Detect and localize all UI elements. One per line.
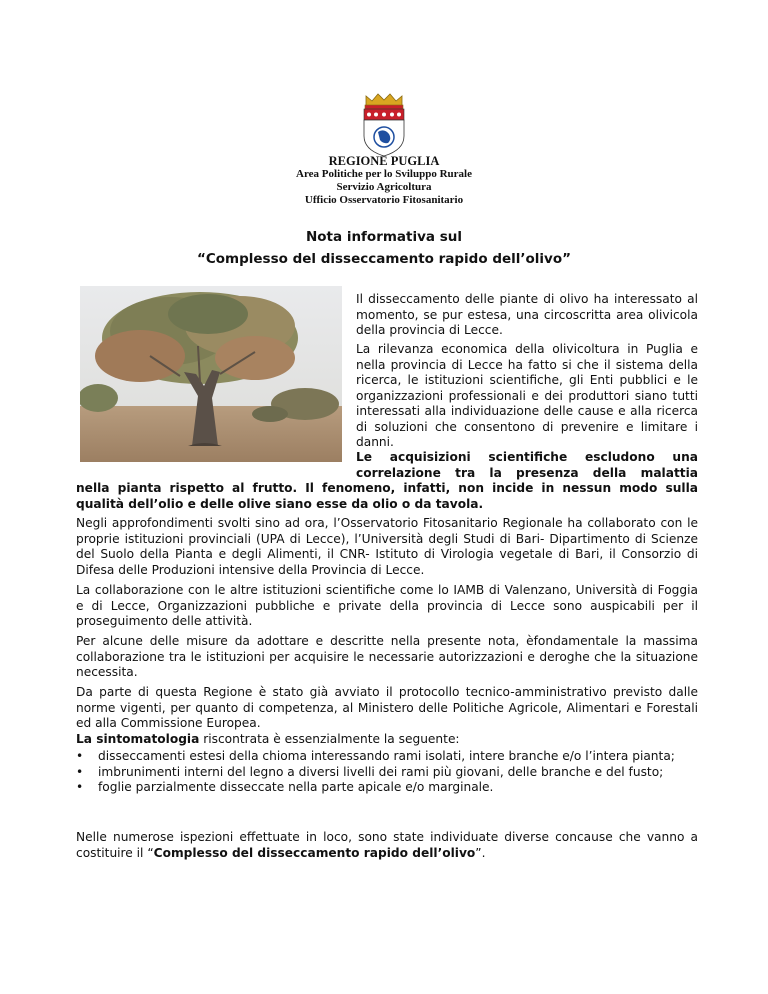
paragraph-collaboration: Negli approfondimenti svolti sino ad ora, l’Osservatorio Fitosanitario Regionale ha collaborato con le proprie istituzioni provinciali (UPA di Lecce), l’Università degli Studi di Bari- Dipartimento di Scienze del Suolo della Pianta e degli Alimenti, il CNR- Istituto di Virologia vegetale di Bari, il Consorzio di Difesa delle Produzioni intensive della Provincia di Lecce.	[76, 516, 698, 577]
paragraph-economic-relevance: La rilevanza economica della olivicoltura in Puglia e nella provincia di Lecce ha fatto si che il sistema della ricerca, le istituzioni scientifiche, gli Enti pubblici e le organizzazioni professionali e dei produttori siano tutti interessati alla individuazione delle cause e alla ricerca di soluzioni che consentono di prevenire e limitare i danni.	[356, 342, 698, 449]
paragraph-scientific-rest: nella pianta rispetto al frutto. Il fenomeno, infatti, non incide in nessun modo sulla qualità dell’olio e delle olive siano esse da olio o da tavola.	[76, 481, 698, 511]
title-line-1: Nota informativa sul	[305, 229, 463, 245]
bullet-icon: •	[76, 780, 84, 794]
list-item: • disseccamenti estesi della chioma interessando rami isolati, intere branche e/o l’intera pianta;	[76, 749, 675, 763]
list-item: • imbrunimenti interni del legno a diversi livelli dei rami più giovani, delle branche e del fusto;	[76, 764, 664, 779]
paragraph-scientific-line-1: Le acquisizioni scientifiche escludono una	[356, 450, 698, 464]
paragraph-scientific-line-2: correlazione tra la presenza della malattia	[356, 465, 698, 480]
paragraph-other-institutions: La collaborazione con le altre istituzioni scientifiche come lo IAMB di Valenzano, Università di Foggia e di Lecce, Organizzazioni pubbliche e private della provincia di Lecce sono auspicabili per il proseguimento delle attività.	[76, 583, 698, 628]
region-name: REGIONE PUGLIA	[328, 154, 440, 168]
olive-tree-photo	[80, 286, 342, 462]
bullet-icon: •	[76, 749, 84, 763]
symptoms-label: La sintomatologia	[76, 732, 200, 746]
paragraph-symptoms-intro	[76, 732, 698, 748]
bullet-icon: •	[76, 764, 84, 779]
list-item: • foglie parzialmente disseccate nella parte apicale e/o marginale.	[76, 780, 494, 794]
office-name: Ufficio Osservatorio Fitosanitario	[304, 194, 464, 206]
complex-name: Complesso del disseccamento rapido dell’olivo	[153, 845, 476, 860]
paragraph-measures: Per alcune delle misure da adottare e descritte nella presente nota, èfondamentale la massima collaborazione tra le istituzioni per acquisire le necessarie autorizzazioni e deroghe che la situazione necessita.	[76, 634, 698, 679]
paragraph-protocol: Da parte di questa Regione è stato già avviato il protocollo tecnico-amministrativo previsto dalle norme vigenti, per quanto di competenza, al Ministero delle Politiche Agricole, Alimentari e Forestali ed alla Commissione Europea.	[76, 685, 698, 730]
title-line-2: “Complesso del disseccamento rapido dell’olivo”	[196, 251, 572, 267]
document-title	[0, 226, 768, 270]
paragraph-intro: Il disseccamento delle piante di olivo ha interessato al momento, se pur estesa, una circoscritta area olivicola della provincia di Lecce.	[356, 292, 698, 337]
regione-puglia-crest-icon	[358, 92, 410, 158]
symptoms-list	[76, 749, 698, 796]
institution-header	[0, 155, 768, 207]
service-name: Servizio Agricoltura	[336, 181, 432, 193]
symptoms-intro-text: riscontrata è essenzialmente la seguente:	[199, 732, 460, 746]
paragraph-inspections: Nelle numerose ispezioni effettuate in loco, sono state individuate diverse concause che vanno a costituire il “Complesso del disseccamento rapido dell’olivo”.	[76, 830, 698, 860]
area-name: Area Politiche per lo Sviluppo Rurale	[296, 168, 472, 180]
